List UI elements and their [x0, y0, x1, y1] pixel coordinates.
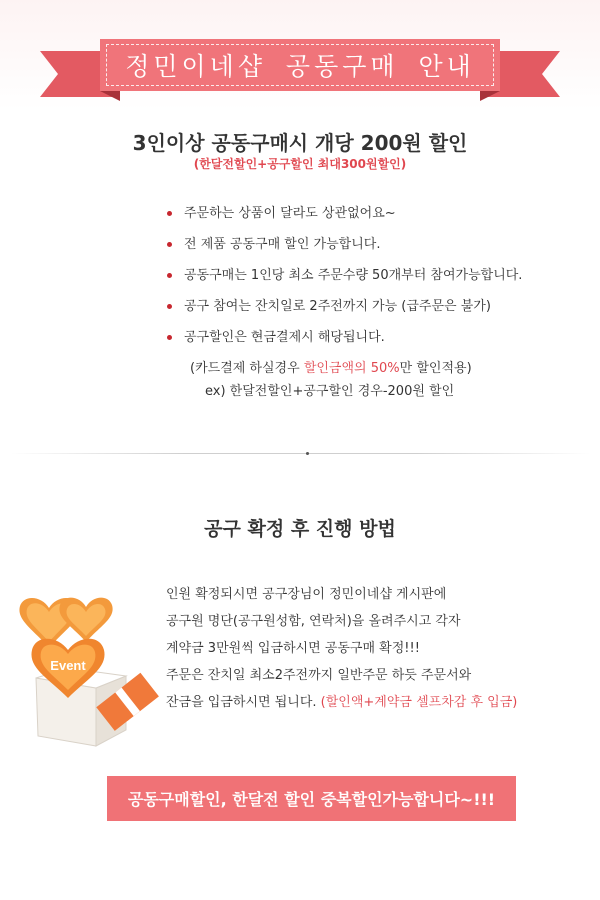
section-divider	[10, 453, 590, 454]
process-line: 계약금 3만원씩 입금하시면 공동구매 확정!!!	[166, 641, 420, 656]
process-line: 주문은 잔치일 최소2주전까지 일반주문 하듯 주문서와	[166, 668, 472, 683]
page-title: 정민이네샵 공동구매 안내	[125, 52, 475, 81]
rule-item: 주문하는 상품이 달라도 상관없어요~	[167, 204, 522, 235]
rule-item: 공구할인은 현금결제시 해당됩니다.	[167, 328, 522, 359]
example-note: ex) 한달전할인+공구할인 경우-200원 할인	[205, 384, 455, 399]
card-note-after: 만 할인적용)	[399, 361, 472, 376]
process-last-line	[166, 694, 517, 721]
card-note-highlight: 할인금액의 50%	[303, 361, 400, 376]
discount-headline: 3인이상 공동구매시 개당 200원 할인	[132, 131, 468, 155]
discount-subheadline: (한달전할인+공구할인 최대300원할인)	[193, 157, 407, 171]
process-line: 인원 확정되시면 공구장님이 정민이네샵 게시판에	[166, 587, 447, 602]
ribbon-main	[100, 39, 500, 91]
process-line: 공구원 명단(공구원성함, 연락처)을 올려주시고 각자	[166, 614, 461, 629]
card-payment-note	[190, 357, 472, 376]
rules-list	[167, 204, 522, 359]
process-line: 잔금을 입금하시면 됩니다.	[166, 695, 321, 710]
duplicate-discount-banner	[107, 776, 516, 821]
divider-dot	[306, 452, 309, 455]
card-note-before: (카드결제 하실경우	[190, 361, 304, 376]
event-gift-box-with-hearts-icon	[14, 590, 164, 750]
process-description	[166, 586, 517, 721]
process-highlight: (할인액+계약금 셀프차감 후 입금)	[320, 695, 518, 710]
rule-item: 전 제품 공동구매 할인 가능합니다.	[167, 235, 522, 266]
gift-event-label: Event	[50, 658, 86, 673]
rule-item: 공동구매는 1인당 최소 주문수량 50개부터 참여가능합니다.	[167, 266, 522, 297]
title-ribbon	[40, 35, 560, 105]
process-title: 공구 확정 후 진행 방법	[204, 518, 396, 540]
duplicate-discount-text: 공동구매할인, 한달전 할인 중복할인가능합니다~!!!	[127, 790, 496, 809]
rule-item: 공구 참여는 잔치일로 2주전까지 가능 (급주문은 불가)	[167, 297, 522, 328]
